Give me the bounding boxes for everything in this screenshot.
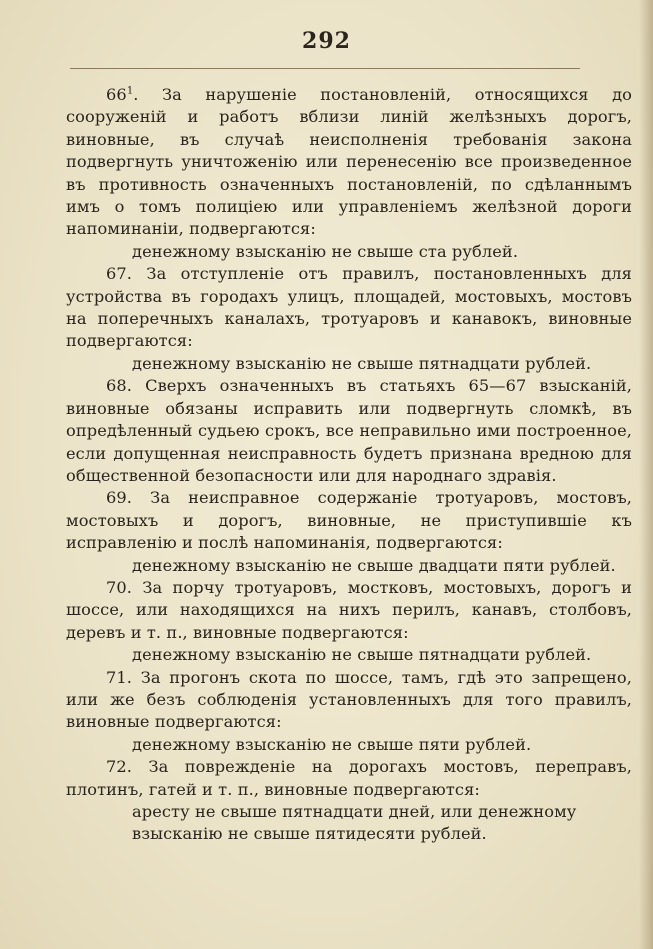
- article-67-penalty: денежному взысканію не свыше пятнадцати рублей.: [132, 353, 592, 373]
- article-number: 67.: [106, 264, 133, 284]
- article-70-penalty: денежному взысканію не свыше пятнадцати рублей.: [132, 645, 592, 665]
- article-number: 68.: [106, 376, 133, 396]
- page-number: 292: [302, 28, 351, 54]
- article-text: За отступленіе отъ правилъ, постановленныхъ для устройства въ городахъ улицъ, площадей, мостовыхъ, мостовъ на поперечныхъ каналахъ, тротуаровъ и канавокъ, виновные подвергаются:: [66, 264, 632, 351]
- article-69: [66, 487, 632, 554]
- article-70: [66, 577, 632, 644]
- article-71-penalty: денежному взысканію не свыше пяти рублей.: [132, 734, 532, 754]
- article-text: За порчу тротуаровъ, мостковъ, мостовыхъ, дорогъ и шоссе, или находящихся на нихъ перилъ, канавъ, столбовъ, деревъ и т. п., виновные подвергаются:: [66, 577, 632, 642]
- article-number: 69.: [106, 488, 133, 508]
- article-number: 71.: [106, 667, 133, 687]
- article-72: [66, 756, 632, 801]
- article-68: [66, 375, 632, 487]
- header-rule: [70, 68, 580, 69]
- article-69-penalty: денежному взысканію не свыше двадцати пяти рублей.: [132, 555, 616, 575]
- article-72-penalty: аресту не свыше пятнадцати дней, или денежному взысканію не свыше пятидесяти рублей.: [132, 802, 577, 844]
- article-text: . За нарушеніе постановленій, относящихся до сооруженій и работъ вблизи линій желѣзныхъ дорогъ, виновные, въ случаѣ неисполненія требованія закона подвергнуть уничтоженію или перенесенію все произведенное въ противность означенныхъ постановленій, по сдѣланнымъ имъ о томъ полиціею или управленіемъ желѣзной дороги напоминаніи, подвергаются:: [66, 85, 632, 239]
- article-text: Сверхъ означенныхъ въ статьяхъ 65—67 взысканій, виновные обязаны исправить или подвергнуть сломкѣ, въ опредѣленный судьею срокъ, все неправильно ими построенное, если допущенная неисправность будетъ признана вредною для общественной безопасности или для народнаго здравія.: [66, 376, 632, 485]
- article-text: За прогонъ скота по шоссе, тамъ, гдѣ это запрещено, или же безъ соблюденія установленныхъ для того правилъ, виновные подвергаются:: [66, 667, 632, 732]
- article-text: За поврежденіе на дорогахъ мостовъ, переправъ, плотинъ, гатей и т. п., виновные подвергаются:: [66, 757, 632, 799]
- article-number: 70.: [106, 577, 133, 597]
- article-67: [66, 263, 632, 353]
- article-71: [66, 667, 632, 734]
- article-66-1: [66, 84, 632, 241]
- article-66-1-penalty: денежному взысканію не свыше ста рублей.: [132, 241, 519, 261]
- page-edge-shadow: [639, 0, 653, 949]
- page-body: [66, 84, 632, 846]
- article-text: За неисправное содержаніе тротуаровъ, мостовъ, мостовыхъ и дорогъ, виновные, не приступившіе къ исправленію и послѣ напоминанія, подвергаются:: [66, 488, 632, 553]
- article-number: 66: [106, 85, 127, 104]
- article-number-superscript: 1: [126, 85, 134, 97]
- article-number: 72.: [106, 757, 133, 777]
